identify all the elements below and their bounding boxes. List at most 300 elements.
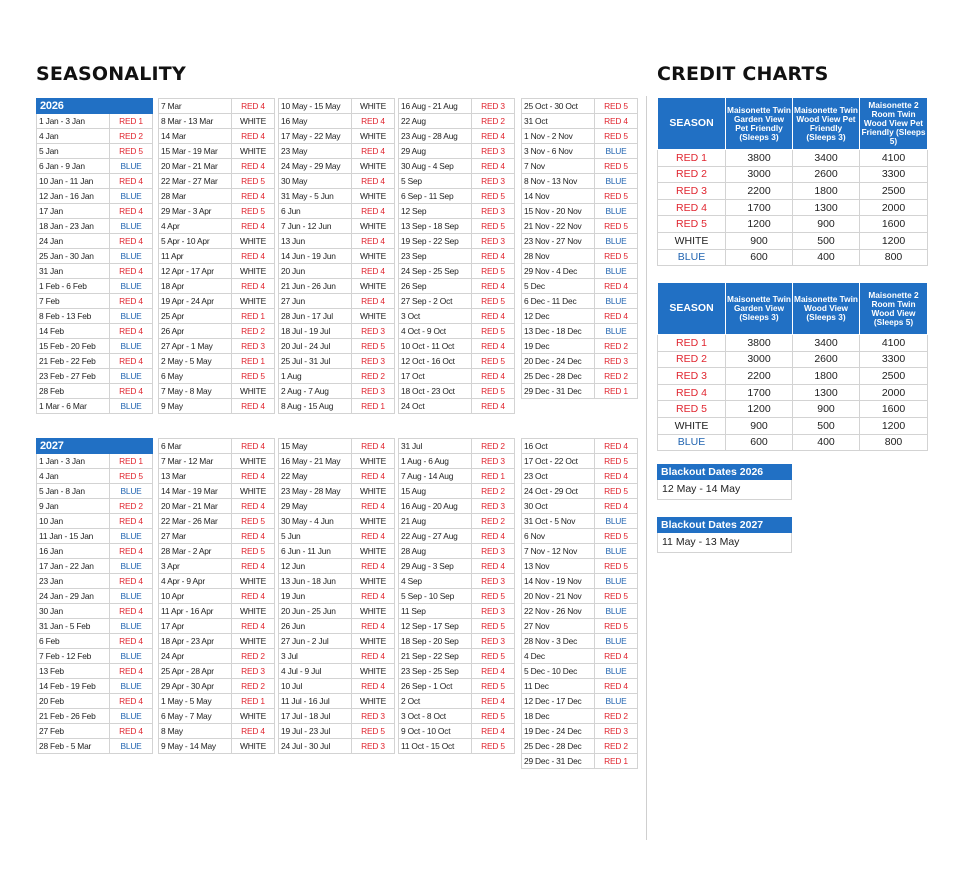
season-row [399, 739, 515, 754]
season-code: RED 2 [472, 439, 515, 454]
date-range: 28 Jun - 17 Jul [279, 309, 352, 324]
date-range: 5 Jan - 8 Jan [37, 484, 110, 499]
credit-row [658, 216, 928, 233]
season-row [37, 174, 153, 189]
date-range: 1 Nov - 2 Nov [522, 129, 595, 144]
date-range: 25 Dec - 28 Dec [522, 739, 595, 754]
season-code: BLUE [595, 204, 638, 219]
season-row [399, 129, 515, 144]
date-range: 25 Apr [159, 309, 232, 324]
date-range: 10 Apr [159, 589, 232, 604]
credit-value: 3300 [860, 351, 928, 368]
date-range: 25 Jan - 30 Jan [37, 249, 110, 264]
date-range: 6 May [159, 369, 232, 384]
season-code: RED 4 [232, 189, 275, 204]
season-code: RED 4 [472, 129, 515, 144]
date-range: 31 Oct [522, 114, 595, 129]
season-code: RED 3 [232, 664, 275, 679]
season-code: RED 3 [472, 604, 515, 619]
season-code: RED 5 [232, 174, 275, 189]
date-range: 12 Dec [522, 309, 595, 324]
credit-row [658, 335, 928, 352]
credit-value: 1200 [726, 401, 793, 418]
date-range: 18 Sep - 20 Sep [399, 634, 472, 649]
credit-value: 2500 [860, 183, 928, 200]
season-code: RED 1 [232, 694, 275, 709]
season-code: BLUE [110, 309, 153, 324]
season-row [279, 294, 395, 309]
season-code: RED 4 [658, 199, 726, 216]
season-code: WHITE [232, 739, 275, 754]
date-range: 4 Jan [37, 129, 110, 144]
date-range: 3 Apr [159, 559, 232, 574]
season-code: RED 5 [472, 384, 515, 399]
season-code: RED 5 [352, 724, 395, 739]
credit-value: 800 [860, 249, 928, 266]
date-range: 13 Jun - 18 Jun [279, 574, 352, 589]
season-row [279, 454, 395, 469]
season-row [37, 529, 153, 544]
credit-value: 3300 [860, 166, 928, 183]
date-range: 18 Jan - 23 Jan [37, 219, 110, 234]
date-range: 8 Feb - 13 Feb [37, 309, 110, 324]
season-row [522, 114, 638, 129]
season-code: WHITE [352, 454, 395, 469]
date-range: 16 Jan [37, 544, 110, 559]
season-code: BLUE [658, 249, 726, 266]
season-row [159, 589, 275, 604]
date-range: 27 Sep - 2 Oct [399, 294, 472, 309]
date-range: 14 Nov - 19 Nov [522, 574, 595, 589]
season-row [279, 399, 395, 414]
season-code: BLUE [110, 249, 153, 264]
season-row [399, 249, 515, 264]
date-range: 7 Jun - 12 Jun [279, 219, 352, 234]
season-code: RED 3 [658, 183, 726, 200]
season-code: RED 3 [352, 324, 395, 339]
season-row [159, 604, 275, 619]
date-range: 24 Jan - 29 Jan [37, 589, 110, 604]
date-range: 13 Feb [37, 664, 110, 679]
date-range: 31 Jan - 5 Feb [37, 619, 110, 634]
season-code: RED 5 [595, 99, 638, 114]
credit-value: 2500 [860, 368, 928, 385]
season-code: RED 4 [352, 499, 395, 514]
season-code: BLUE [595, 144, 638, 159]
season-code: RED 4 [232, 249, 275, 264]
blackout-2026 [657, 464, 792, 500]
season-row [399, 469, 515, 484]
date-range: 4 Jul - 9 Jul [279, 664, 352, 679]
season-row [522, 369, 638, 384]
season-code: RED 5 [595, 219, 638, 234]
credit-value: 3400 [793, 150, 860, 167]
season-row [37, 589, 153, 604]
season-row [279, 129, 395, 144]
season-code: RED 4 [232, 99, 275, 114]
credit-row [658, 384, 928, 401]
season-row [522, 324, 638, 339]
season-row [37, 679, 153, 694]
season-code: RED 5 [595, 589, 638, 604]
date-range: 25 Oct - 30 Oct [522, 99, 595, 114]
season-code: RED 3 [472, 234, 515, 249]
date-range: 27 Apr - 1 May [159, 339, 232, 354]
season-row [522, 724, 638, 739]
season-code: RED 2 [658, 166, 726, 183]
date-range: 7 May - 8 May [159, 384, 232, 399]
season-code: RED 4 [595, 499, 638, 514]
date-range: 2 Aug - 7 Aug [279, 384, 352, 399]
season-code: WHITE [232, 384, 275, 399]
season-row [522, 574, 638, 589]
season-row [279, 439, 395, 454]
date-range: 4 Sep [399, 574, 472, 589]
credit-value: 3000 [726, 351, 793, 368]
credit-value: 900 [793, 401, 860, 418]
season-code: RED 1 [110, 454, 153, 469]
date-range: 26 Apr [159, 324, 232, 339]
date-range: 17 May - 22 May [279, 129, 352, 144]
season-code: BLUE [110, 189, 153, 204]
season-code: RED 1 [232, 309, 275, 324]
date-range: 13 Nov [522, 559, 595, 574]
season-code: BLUE [595, 324, 638, 339]
date-range: 12 Sep - 17 Sep [399, 619, 472, 634]
season-row [522, 529, 638, 544]
season-row [37, 454, 153, 469]
season-code: WHITE [232, 264, 275, 279]
date-range: 30 May - 4 Jun [279, 514, 352, 529]
season-row [399, 649, 515, 664]
date-range: 6 Mar [159, 439, 232, 454]
date-range: 5 Apr - 10 Apr [159, 234, 232, 249]
date-range: 7 Mar - 12 Mar [159, 454, 232, 469]
date-range: 15 May [279, 439, 352, 454]
season-row [522, 249, 638, 264]
date-range: 7 Nov [522, 159, 595, 174]
season-code: RED 4 [352, 679, 395, 694]
season-row [399, 174, 515, 189]
season-code: RED 4 [472, 249, 515, 264]
season-code: RED 5 [595, 559, 638, 574]
date-range: 19 Jul - 23 Jul [279, 724, 352, 739]
season-code: RED 3 [472, 144, 515, 159]
season-row [399, 679, 515, 694]
season-code: RED 4 [110, 234, 153, 249]
season-row [399, 234, 515, 249]
season-code: RED 4 [595, 469, 638, 484]
season-row [159, 739, 275, 754]
credit-row [658, 166, 928, 183]
season-code: RED 5 [352, 339, 395, 354]
season-code: RED 4 [472, 694, 515, 709]
season-row [399, 264, 515, 279]
date-range: 26 Jun [279, 619, 352, 634]
season-row [399, 499, 515, 514]
date-range: 6 Jun [279, 204, 352, 219]
date-range: 7 Feb - 12 Feb [37, 649, 110, 664]
season-code: WHITE [232, 574, 275, 589]
season-row [399, 439, 515, 454]
season-code: RED 4 [352, 144, 395, 159]
season-row [37, 499, 153, 514]
date-range: 11 Sep [399, 604, 472, 619]
date-range: 6 Dec - 11 Dec [522, 294, 595, 309]
date-range: 28 Feb - 5 Mar [37, 739, 110, 754]
credit-value: 1800 [793, 183, 860, 200]
season-row [279, 574, 395, 589]
date-range: 15 Mar - 19 Mar [159, 144, 232, 159]
date-range: 7 Feb [37, 294, 110, 309]
season-row [522, 499, 638, 514]
season-code: RED 5 [110, 144, 153, 159]
season-row [37, 324, 153, 339]
season-row [279, 144, 395, 159]
credit-value: 3800 [726, 150, 793, 167]
date-range: 15 Aug [399, 484, 472, 499]
date-range: 3 Jul [279, 649, 352, 664]
season-code: RED 3 [472, 544, 515, 559]
season-table-2026-col2 [158, 98, 275, 414]
season-row [399, 279, 515, 294]
date-range: 25 Jul - 31 Jul [279, 354, 352, 369]
season-code: BLUE [595, 294, 638, 309]
season-code: RED 3 [472, 204, 515, 219]
date-range: 5 Sep - 10 Sep [399, 589, 472, 604]
season-code: RED 5 [472, 324, 515, 339]
date-range: 14 Mar - 19 Mar [159, 484, 232, 499]
season-code: WHITE [352, 694, 395, 709]
season-row [37, 159, 153, 174]
date-range: 14 Jun - 19 Jun [279, 249, 352, 264]
season-row [159, 724, 275, 739]
season-row [399, 634, 515, 649]
season-code: WHITE [232, 114, 275, 129]
season-code: RED 4 [110, 294, 153, 309]
date-range: 11 Apr [159, 249, 232, 264]
season-row [159, 114, 275, 129]
season-row [37, 634, 153, 649]
season-code: RED 2 [472, 514, 515, 529]
year-header-2027: 2027 [37, 439, 153, 454]
credit-value: 900 [726, 417, 793, 434]
season-row [522, 619, 638, 634]
season-row [399, 514, 515, 529]
credit-value: 4100 [860, 335, 928, 352]
season-code: RED 4 [595, 114, 638, 129]
credit-value: 1700 [726, 384, 793, 401]
date-range: 23 Jan [37, 574, 110, 589]
date-range: 18 Jul - 19 Jul [279, 324, 352, 339]
season-row [279, 709, 395, 724]
room-type-header: Maisonette Twin Garden View Pet Friendly (Sleeps 3) [726, 98, 793, 150]
season-row [522, 234, 638, 249]
credit-value: 1200 [860, 417, 928, 434]
season-code: RED 4 [232, 589, 275, 604]
season-code: RED 4 [352, 234, 395, 249]
season-row [37, 309, 153, 324]
season-row [522, 469, 638, 484]
season-row [522, 189, 638, 204]
date-range: 17 Jul - 18 Jul [279, 709, 352, 724]
season-code: RED 4 [595, 649, 638, 664]
date-range: 3 Nov - 6 Nov [522, 144, 595, 159]
season-code: RED 5 [472, 739, 515, 754]
season-code: RED 4 [595, 439, 638, 454]
season-code: RED 4 [472, 559, 515, 574]
credit-row [658, 150, 928, 167]
date-range: 22 Mar - 27 Mar [159, 174, 232, 189]
season-code: WHITE [352, 604, 395, 619]
season-code: RED 3 [352, 739, 395, 754]
season-code: BLUE [595, 544, 638, 559]
date-range: 24 Oct [399, 399, 472, 414]
season-row [399, 589, 515, 604]
season-code: BLUE [110, 709, 153, 724]
credit-value: 2600 [793, 166, 860, 183]
season-code: BLUE [110, 559, 153, 574]
season-code: WHITE [352, 484, 395, 499]
credit-value: 400 [793, 434, 860, 451]
date-range: 26 Sep - 1 Oct [399, 679, 472, 694]
date-range: 24 Oct - 29 Oct [522, 484, 595, 499]
date-range: 20 Mar - 21 Mar [159, 159, 232, 174]
date-range: 29 Dec - 31 Dec [522, 384, 595, 399]
seasonality-title: SEASONALITY [36, 63, 186, 85]
room-type-header: Maisonette 2 Room Twin Wood View Pet Friendly (Sleeps 5) [860, 98, 928, 150]
season-code: RED 4 [472, 664, 515, 679]
season-row [159, 204, 275, 219]
section-divider [646, 96, 647, 840]
season-code: WHITE [352, 634, 395, 649]
room-type-header: Maisonette Twin Garden View (Sleeps 3) [726, 283, 793, 335]
date-range: 1 May - 5 May [159, 694, 232, 709]
season-code: RED 2 [658, 351, 726, 368]
season-row [159, 664, 275, 679]
credit-row [658, 417, 928, 434]
season-code: RED 5 [595, 619, 638, 634]
credit-row [658, 351, 928, 368]
season-code: BLUE [110, 529, 153, 544]
date-range: 1 Aug [279, 369, 352, 384]
date-range: 29 Aug [399, 144, 472, 159]
season-code: RED 1 [232, 354, 275, 369]
credit-value: 1300 [793, 199, 860, 216]
season-code: WHITE [658, 232, 726, 249]
season-code: RED 4 [232, 129, 275, 144]
season-row [279, 354, 395, 369]
season-row [159, 384, 275, 399]
date-range: 20 Nov - 21 Nov [522, 589, 595, 604]
credit-value: 1600 [860, 401, 928, 418]
season-code: RED 4 [472, 529, 515, 544]
blackout-2026-title: Blackout Dates 2026 [657, 464, 792, 480]
season-code: RED 4 [472, 309, 515, 324]
credit-value: 1200 [726, 216, 793, 233]
season-code: RED 5 [595, 484, 638, 499]
date-range: 12 Jan - 16 Jan [37, 189, 110, 204]
season-row [37, 264, 153, 279]
season-code: WHITE [352, 664, 395, 679]
season-code: RED 4 [595, 279, 638, 294]
season-code: RED 4 [352, 114, 395, 129]
season-code: RED 4 [595, 309, 638, 324]
season-row [279, 499, 395, 514]
date-range: 10 Jan - 11 Jan [37, 174, 110, 189]
season-row [399, 694, 515, 709]
credit-value: 2000 [860, 199, 928, 216]
season-table-2026-col4 [398, 98, 515, 414]
season-code: RED 4 [352, 619, 395, 634]
season-code: BLUE [110, 219, 153, 234]
date-range: 23 Sep - 25 Sep [399, 664, 472, 679]
season-row [159, 399, 275, 414]
date-range: 29 Aug - 3 Sep [399, 559, 472, 574]
season-code: WHITE [352, 544, 395, 559]
season-row [159, 484, 275, 499]
season-code: RED 1 [352, 399, 395, 414]
credit-value: 900 [793, 216, 860, 233]
season-column-header: SEASON [658, 98, 726, 150]
season-code: WHITE [232, 709, 275, 724]
season-row [522, 559, 638, 574]
season-code: RED 4 [110, 354, 153, 369]
season-code: RED 5 [472, 264, 515, 279]
season-row [279, 309, 395, 324]
season-row [37, 249, 153, 264]
credit-value: 2200 [726, 183, 793, 200]
season-code: RED 4 [232, 499, 275, 514]
season-code: RED 5 [595, 529, 638, 544]
date-range: 22 Aug [399, 114, 472, 129]
date-range: 20 Jun - 25 Jun [279, 604, 352, 619]
season-row [522, 679, 638, 694]
date-range: 19 Sep - 22 Sep [399, 234, 472, 249]
season-code: RED 5 [472, 619, 515, 634]
season-row [279, 739, 395, 754]
date-range: 19 Jun [279, 589, 352, 604]
date-range: 9 May - 14 May [159, 739, 232, 754]
credit-value: 600 [726, 249, 793, 266]
date-range: 2 Oct [399, 694, 472, 709]
season-row [279, 484, 395, 499]
season-code: WHITE [232, 294, 275, 309]
credit-value: 2600 [793, 351, 860, 368]
season-row [279, 724, 395, 739]
season-row [522, 309, 638, 324]
season-code: RED 4 [110, 264, 153, 279]
season-code: RED 3 [472, 634, 515, 649]
credit-row [658, 183, 928, 200]
season-row [159, 324, 275, 339]
date-range: 19 Apr - 24 Apr [159, 294, 232, 309]
season-code: RED 3 [595, 354, 638, 369]
date-range: 22 Mar - 26 Mar [159, 514, 232, 529]
season-code: BLUE [595, 264, 638, 279]
season-row [37, 399, 153, 414]
season-row [37, 694, 153, 709]
date-range: 22 May [279, 469, 352, 484]
season-row [279, 384, 395, 399]
room-type-header: Maisonette Twin Wood View Pet Friendly (Sleeps 3) [793, 98, 860, 150]
blackout-2026-dates: 12 May - 14 May [657, 480, 792, 500]
season-table-2027-col4 [398, 438, 515, 754]
season-code: RED 5 [472, 679, 515, 694]
date-range: 28 Nov [522, 249, 595, 264]
season-row [399, 484, 515, 499]
season-code: RED 3 [352, 384, 395, 399]
